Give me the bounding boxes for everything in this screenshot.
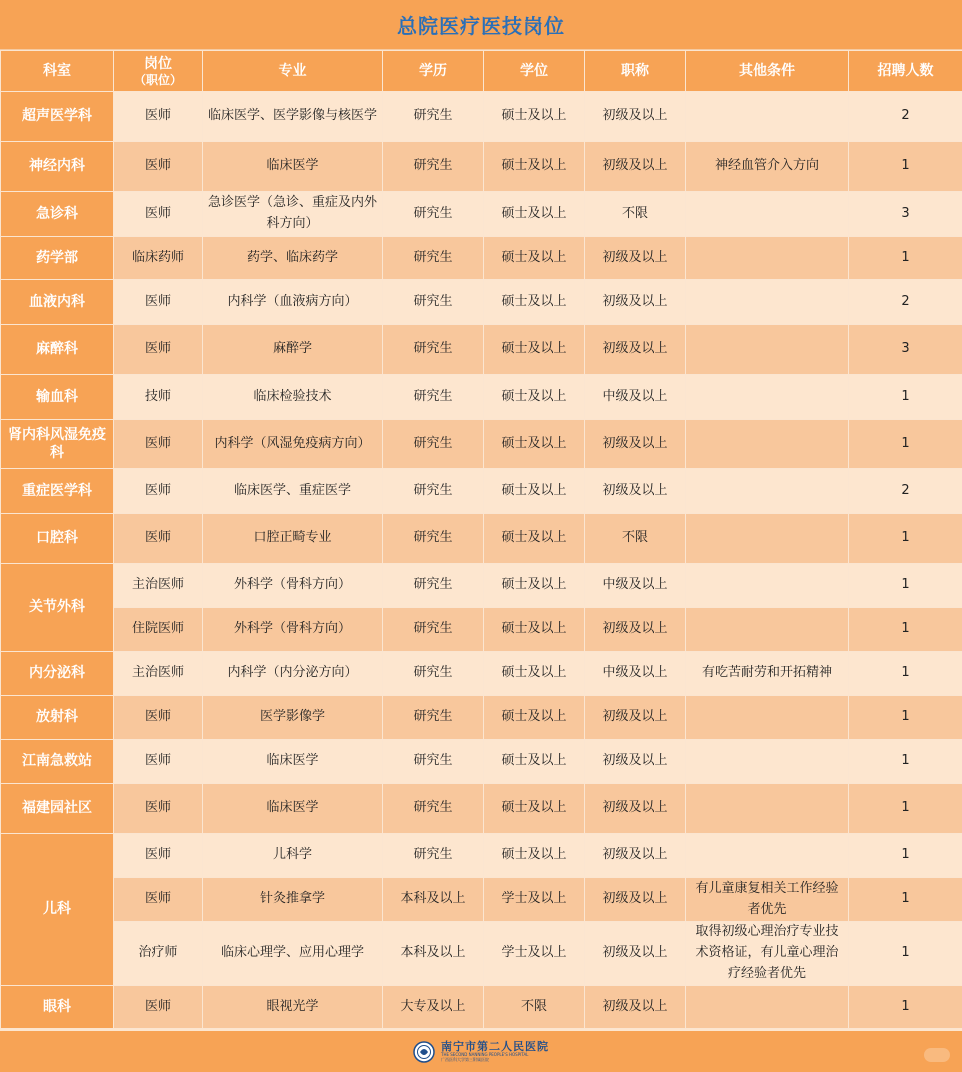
rank-cell: 初级及以上 [585, 986, 686, 1029]
education-cell: 研究生 [383, 652, 484, 696]
education-cell: 研究生 [383, 192, 484, 237]
other-cell [686, 834, 849, 878]
other-cell [686, 696, 849, 740]
rank-cell: 初级及以上 [585, 696, 686, 740]
degree-cell: 不限 [484, 986, 585, 1029]
table-row [1, 514, 962, 564]
table-row [1, 420, 962, 469]
count-cell: 1 [849, 514, 962, 564]
education-cell: 研究生 [383, 784, 484, 834]
table-row [1, 652, 962, 696]
post-cell: 医师 [114, 469, 203, 514]
rank-cell: 初级及以上 [585, 325, 686, 375]
rank-cell: 初级及以上 [585, 280, 686, 325]
other-cell: 神经血管介入方向 [686, 142, 849, 192]
major-cell: 医学影像学 [203, 696, 383, 740]
rank-cell: 初级及以上 [585, 740, 686, 784]
count-cell: 3 [849, 325, 962, 375]
header-count: 招聘人数 [849, 51, 962, 92]
degree-cell: 硕士及以上 [484, 420, 585, 469]
header-row [1, 51, 962, 92]
major-cell: 外科学（骨科方向） [203, 608, 383, 652]
education-cell: 研究生 [383, 325, 484, 375]
post-cell: 医师 [114, 92, 203, 142]
post-cell: 技师 [114, 375, 203, 420]
post-cell: 医师 [114, 514, 203, 564]
major-cell: 内科学（风湿免疫病方向） [203, 420, 383, 469]
rank-cell: 不限 [585, 192, 686, 237]
watermark [924, 1048, 950, 1062]
post-cell: 主治医师 [114, 652, 203, 696]
table-row [1, 696, 962, 740]
rank-cell: 中级及以上 [585, 375, 686, 420]
major-cell: 内科学（血液病方向） [203, 280, 383, 325]
dept-cell: 福建园社区 [1, 784, 114, 834]
major-cell: 临床医学、医学影像与核医学 [203, 92, 383, 142]
rank-cell: 初级及以上 [585, 784, 686, 834]
education-cell: 研究生 [383, 564, 484, 608]
degree-cell: 硕士及以上 [484, 608, 585, 652]
major-cell: 外科学（骨科方向） [203, 564, 383, 608]
other-cell [686, 564, 849, 608]
post-cell: 医师 [114, 878, 203, 922]
rank-cell: 初级及以上 [585, 92, 686, 142]
rank-cell: 初级及以上 [585, 142, 686, 192]
degree-cell: 学士及以上 [484, 878, 585, 922]
education-cell: 研究生 [383, 142, 484, 192]
degree-cell: 硕士及以上 [484, 784, 585, 834]
degree-cell: 硕士及以上 [484, 325, 585, 375]
table-row [1, 280, 962, 325]
degree-cell: 硕士及以上 [484, 142, 585, 192]
header-other: 其他条件 [686, 51, 849, 92]
count-cell: 1 [849, 740, 962, 784]
major-cell: 药学、临床药学 [203, 237, 383, 280]
education-cell: 大专及以上 [383, 986, 484, 1029]
other-cell [686, 986, 849, 1029]
degree-cell: 硕士及以上 [484, 834, 585, 878]
count-cell: 1 [849, 986, 962, 1029]
education-cell: 研究生 [383, 834, 484, 878]
education-cell: 研究生 [383, 740, 484, 784]
table-row [1, 878, 962, 922]
count-cell: 2 [849, 92, 962, 142]
count-cell: 1 [849, 652, 962, 696]
other-cell [686, 784, 849, 834]
degree-cell: 硕士及以上 [484, 514, 585, 564]
other-cell [686, 420, 849, 469]
header-post-main: 岗位 [144, 55, 172, 72]
table-row [1, 834, 962, 878]
header-rank: 职称 [585, 51, 686, 92]
major-cell: 儿科学 [203, 834, 383, 878]
dept-cell: 儿科 [1, 834, 114, 986]
post-cell: 医师 [114, 192, 203, 237]
table-row [1, 922, 962, 986]
positions-table [0, 50, 962, 1029]
degree-cell: 硕士及以上 [484, 280, 585, 325]
rank-cell: 中级及以上 [585, 564, 686, 608]
other-cell [686, 325, 849, 375]
education-cell: 研究生 [383, 608, 484, 652]
degree-cell: 硕士及以上 [484, 696, 585, 740]
dept-cell: 超声医学科 [1, 92, 114, 142]
post-cell: 医师 [114, 142, 203, 192]
count-cell: 1 [849, 420, 962, 469]
title-bar [0, 0, 962, 50]
major-cell: 针灸推拿学 [203, 878, 383, 922]
other-cell [686, 740, 849, 784]
count-cell: 1 [849, 608, 962, 652]
other-cell [686, 608, 849, 652]
education-cell: 研究生 [383, 514, 484, 564]
count-cell: 1 [849, 696, 962, 740]
dept-cell: 急诊科 [1, 192, 114, 237]
dept-cell: 口腔科 [1, 514, 114, 564]
degree-cell: 硕士及以上 [484, 469, 585, 514]
other-cell [686, 375, 849, 420]
table-row [1, 325, 962, 375]
degree-cell: 硕士及以上 [484, 740, 585, 784]
other-cell [686, 514, 849, 564]
table-row [1, 469, 962, 514]
post-cell: 医师 [114, 696, 203, 740]
dept-cell: 血液内科 [1, 280, 114, 325]
count-cell: 1 [849, 375, 962, 420]
header-education: 学历 [383, 51, 484, 92]
table-row [1, 608, 962, 652]
rank-cell: 初级及以上 [585, 420, 686, 469]
dept-cell: 神经内科 [1, 142, 114, 192]
other-cell: 有儿童康复相关工作经验者优先 [686, 878, 849, 922]
degree-cell: 硕士及以上 [484, 237, 585, 280]
rank-cell: 中级及以上 [585, 652, 686, 696]
rank-cell: 初级及以上 [585, 608, 686, 652]
rank-cell: 初级及以上 [585, 834, 686, 878]
header-major: 专业 [203, 51, 383, 92]
major-cell: 临床医学 [203, 784, 383, 834]
page-title: 总院医疗医技岗位 [397, 14, 565, 38]
rank-cell: 初级及以上 [585, 922, 686, 986]
education-cell: 研究生 [383, 280, 484, 325]
major-cell: 临床医学 [203, 142, 383, 192]
other-cell [686, 237, 849, 280]
count-cell: 3 [849, 192, 962, 237]
other-cell: 取得初级心理治疗专业技术资格证，有儿童心理治疗经验者优先 [686, 922, 849, 986]
post-cell: 主治医师 [114, 564, 203, 608]
dept-cell: 麻醉科 [1, 325, 114, 375]
hospital-logo [413, 1041, 549, 1063]
hospital-affiliation: 广西医科大学第三附属医院 [441, 1057, 489, 1062]
footer [0, 1031, 962, 1072]
count-cell: 2 [849, 280, 962, 325]
post-cell: 临床药师 [114, 237, 203, 280]
count-cell: 1 [849, 922, 962, 986]
post-cell: 医师 [114, 280, 203, 325]
degree-cell: 硕士及以上 [484, 92, 585, 142]
header-dept: 科室 [1, 51, 114, 92]
table-row [1, 986, 962, 1029]
dept-cell: 眼科 [1, 986, 114, 1029]
major-cell: 临床检验技术 [203, 375, 383, 420]
other-cell [686, 192, 849, 237]
count-cell: 1 [849, 834, 962, 878]
rank-cell: 不限 [585, 514, 686, 564]
major-cell: 内科学（内分泌方向） [203, 652, 383, 696]
education-cell: 研究生 [383, 696, 484, 740]
post-cell: 医师 [114, 325, 203, 375]
dept-cell: 药学部 [1, 237, 114, 280]
table-row [1, 237, 962, 280]
education-cell: 研究生 [383, 420, 484, 469]
table-row [1, 192, 962, 237]
header-post [114, 51, 203, 92]
degree-cell: 硕士及以上 [484, 192, 585, 237]
post-cell: 医师 [114, 784, 203, 834]
hospital-name: 南宁市第二人民医院 [441, 1040, 549, 1053]
hospital-emblem-icon [413, 1041, 435, 1063]
other-cell [686, 280, 849, 325]
major-cell: 麻醉学 [203, 325, 383, 375]
dept-cell: 肾内科风湿免疫科 [1, 420, 114, 469]
table-row [1, 92, 962, 142]
education-cell: 研究生 [383, 375, 484, 420]
post-cell: 治疗师 [114, 922, 203, 986]
degree-cell: 硕士及以上 [484, 652, 585, 696]
major-cell: 临床心理学、应用心理学 [203, 922, 383, 986]
major-cell: 口腔正畸专业 [203, 514, 383, 564]
rank-cell: 初级及以上 [585, 469, 686, 514]
education-cell: 研究生 [383, 469, 484, 514]
dept-cell: 放射科 [1, 696, 114, 740]
education-cell: 本科及以上 [383, 922, 484, 986]
rank-cell: 初级及以上 [585, 878, 686, 922]
post-cell: 住院医师 [114, 608, 203, 652]
other-cell [686, 469, 849, 514]
count-cell: 1 [849, 237, 962, 280]
table-row [1, 740, 962, 784]
table-row [1, 142, 962, 192]
count-cell: 2 [849, 469, 962, 514]
degree-cell: 硕士及以上 [484, 375, 585, 420]
count-cell: 1 [849, 564, 962, 608]
rank-cell: 初级及以上 [585, 237, 686, 280]
header-post-sub: （职位） [133, 72, 182, 87]
education-cell: 本科及以上 [383, 878, 484, 922]
other-cell: 有吃苦耐劳和开拓精神 [686, 652, 849, 696]
education-cell: 研究生 [383, 92, 484, 142]
dept-cell: 江南急救站 [1, 740, 114, 784]
count-cell: 1 [849, 784, 962, 834]
post-cell: 医师 [114, 834, 203, 878]
major-cell: 眼视光学 [203, 986, 383, 1029]
degree-cell: 学士及以上 [484, 922, 585, 986]
hospital-name-en: THE SECOND NANNING PEOPLE'S HOSPITAL [441, 1052, 529, 1057]
dept-cell: 内分泌科 [1, 652, 114, 696]
dept-cell: 重症医学科 [1, 469, 114, 514]
count-cell: 1 [849, 878, 962, 922]
table-row [1, 564, 962, 608]
post-cell: 医师 [114, 420, 203, 469]
count-cell: 1 [849, 142, 962, 192]
post-cell: 医师 [114, 986, 203, 1029]
major-cell: 临床医学 [203, 740, 383, 784]
other-cell [686, 92, 849, 142]
post-cell: 医师 [114, 740, 203, 784]
major-cell: 临床医学、重症医学 [203, 469, 383, 514]
table-row [1, 784, 962, 834]
education-cell: 研究生 [383, 237, 484, 280]
dept-cell: 输血科 [1, 375, 114, 420]
major-cell: 急诊医学（急诊、重症及内外科方向） [203, 192, 383, 237]
header-degree: 学位 [484, 51, 585, 92]
dept-cell: 关节外科 [1, 564, 114, 652]
table-row [1, 375, 962, 420]
degree-cell: 硕士及以上 [484, 564, 585, 608]
